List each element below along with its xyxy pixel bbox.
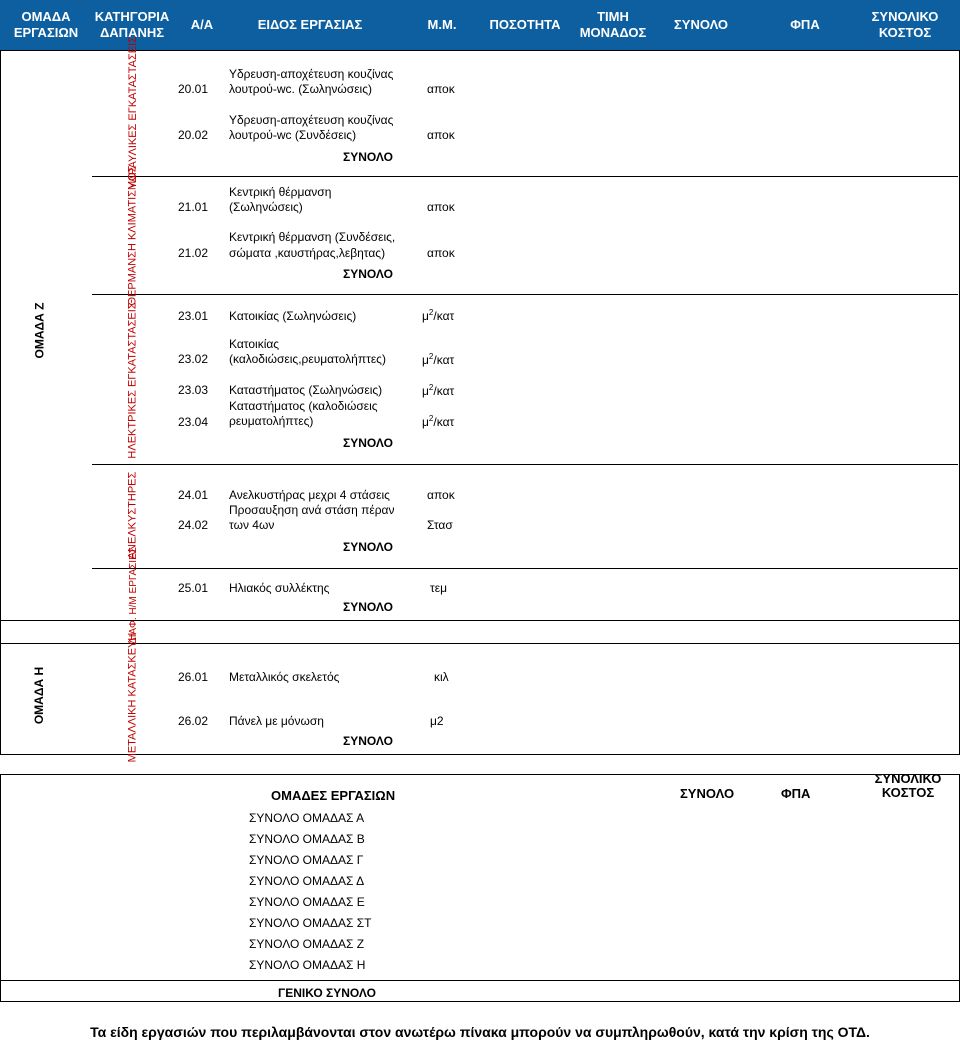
header-unit-price: ΤΙΜΗ ΜΟΝΑΔΟΣ [579,9,647,40]
table-header [0,0,960,50]
row-description: Κεντρική θέρμανση (Συνδέσεις, [229,230,396,244]
summary-table [0,771,960,1002]
row-description: Κεντρική θέρμανση [229,185,332,199]
row-description: λουτρού-wc. (Σωληνώσεις) [229,82,372,96]
row-description: Υδρευση-αποχέτευση κουζίνας [229,67,394,81]
row-unit: αποκ [427,82,455,96]
row-aa: 20.01 [178,82,209,96]
row-description: Μεταλλικός σκελετός [229,670,340,684]
category-metal: ΜΕΤΑΛΛΙΚΗ ΚΑΤΑΣΚΕΥΗ [126,632,139,763]
header-quantity: ΠΟΣΟΤΗΤΑ [489,17,561,32]
row-description: λουτρού-wc (Συνδέσεις) [229,128,357,142]
summary-item: ΣΥΝΟΛΟ ΟΜΑΔΑΣ Β [249,832,365,846]
row-unit: κιλ [434,670,449,684]
divider [0,643,960,644]
summary-vat-header: ΦΠΑ [781,786,811,801]
row-aa: 21.01 [178,200,209,214]
header-total: ΣΥΝΟΛΟ [673,17,729,32]
header-work-type: ΕΙΔΟΣ ΕΡΓΑΣΙΑΣ [257,17,363,32]
row-unit: τεμ [430,581,448,595]
row-description: (Σωληνώσεις) [229,200,303,214]
header-aa: Α/Α [190,17,214,32]
row-aa: 21.02 [178,246,209,260]
category-heating: ΘΕΡΜΑΝΣΗ ΚΛΙΜΑΤΙΣΜΟΣ [126,165,139,306]
subtotal-label: ΣΥΝΟΛΟ [343,436,393,450]
row-aa: 24.02 [178,518,209,532]
row-aa: 26.01 [178,670,209,684]
category-misc: ΔΙΑΦ. Η/Μ ΕΡΓΑΣΙΕΣ [127,546,139,644]
row-unit: Στασ [427,518,453,532]
row-aa: 24.01 [178,488,209,502]
summary-item: ΣΥΝΟΛΟ ΟΜΑΔΑΣ Α [249,811,365,825]
row-unit: μ2 [430,714,444,728]
row-aa: 26.02 [178,714,209,728]
subtotal-label: ΣΥΝΟΛΟ [343,540,393,554]
summary-item: ΣΥΝΟΛΟ ΟΜΑΔΑΣ Η [249,958,366,972]
row-aa: 23.02 [178,352,209,366]
header-total-cost: ΣΥΝΟΛΙΚΟ ΚΟΣΤΟΣ [871,9,939,40]
summary-item: ΣΥΝΟΛΟ ΟΜΑΔΑΣ Ε [249,895,365,909]
grand-total-label: ΓΕΝΙΚΟ ΣΥΝΟΛΟ [278,986,376,1000]
row-aa: 25.01 [178,581,209,595]
divider [92,294,958,295]
summary-total-cost-header: ΣΥΝΟΛΙΚΟ ΚΟΣΤΟΣ [874,771,942,800]
row-description: Καταστήματος (Σωληνώσεις) [229,383,383,397]
row-unit: $\mu^2$/κατ [422,383,455,398]
row-description: Πάνελ με μόνωση [229,714,324,728]
row-aa: 20.02 [178,128,209,142]
row-unit: $\mu^2$/κατ [422,414,455,429]
summary-item: ΣΥΝΟΛΟ ΟΜΑΔΑΣ Γ [249,853,364,867]
subtotal-label: ΣΥΝΟΛΟ [343,600,393,614]
header-category: ΚΑΤΗΓΟΡΙΑ ΔΑΠΑΝΗΣ [94,9,170,40]
category-plumbing: ΥΔΡΑΥΛΙΚΕΣ ΕΓΚΑΤΑΣΤΑΣΕΙΣ [126,36,139,189]
row-unit: αποκ [427,200,455,214]
row-aa: 23.01 [178,309,209,323]
row-description: Ανελκυστήρας μεχρι 4 στάσεις [229,488,390,502]
divider [92,464,958,465]
summary-item: ΣΥΝΟΛΟ ΟΜΑΔΑΣ Ζ [249,937,365,951]
summary-groups-label: ΟΜΑΔΕΣ ΕΡΓΑΣΙΩΝ [271,788,396,803]
group-z-label: ΟΜΑΔΑ Ζ [32,302,47,358]
row-unit: αποκ [427,128,455,142]
summary-item: ΣΥΝΟΛΟ ΟΜΑΔΑΣ Δ [249,874,365,888]
summary-total-header: ΣΥΝΟΛΟ [680,786,735,801]
divider [0,980,960,981]
subtotal-label: ΣΥΝΟΛΟ [343,267,393,281]
category-elevator: ΑΝΕΛΚΥΣΤΗΡΕΣ [126,471,139,560]
row-description: Κατοικίας [229,337,280,351]
row-aa: 23.04 [178,415,209,429]
row-description: ρευματολήπτες) [229,414,314,428]
summary-item: ΣΥΝΟΛΟ ΟΜΑΔΑΣ ΣΤ [249,916,372,930]
row-unit: $\mu^2$/κατ [422,352,455,367]
row-aa: 23.03 [178,383,209,397]
row-unit: αποκ [427,246,455,260]
divider [92,568,958,569]
divider [0,620,960,621]
row-description: Κατοικίας (Σωληνώσεις) [229,309,357,323]
row-description: Ηλιακός συλλέκτης [229,581,330,595]
row-unit: αποκ [427,488,455,502]
header-vat: ΦΠΑ [790,17,820,32]
footer-note: Τα είδη εργασιών που περιλαμβάνονται στον ανωτέρω πίνακα μπορούν να συμπληρωθούν, κατά την κρίση της ΟΤΔ. [90,1024,870,1040]
subtotal-label: ΣΥΝΟΛΟ [343,150,393,164]
header-unit: Μ.Μ. [427,17,457,32]
row-description: σώματα ,καυστήρας,λεβητας) [229,246,386,260]
row-description: Καταστήματος (καλοδιώσεις [229,399,378,413]
row-description: Υδρευση-αποχέτευση κουζίνας [229,113,394,127]
group-h-label: ΟΜΑΔΑ Η [32,666,47,724]
row-description: Προσαυξηση ανά στάση πέραν [229,503,395,517]
row-description: (καλοδιώσεις,ρευματολήπτες) [229,352,386,366]
row-unit: $\mu^2$/κατ [422,308,455,323]
category-electrical: ΗΛΕΚΤΡΙΚΕΣ ΕΓΚΑΤΑΣΤΑΣΕΙΣ [126,301,139,459]
divider [92,176,958,177]
header-group: ΟΜΑΔΑ ΕΡΓΑΣΙΩΝ [13,9,79,40]
row-description: των 4ων [229,518,275,532]
subtotal-label: ΣΥΝΟΛΟ [343,734,393,748]
